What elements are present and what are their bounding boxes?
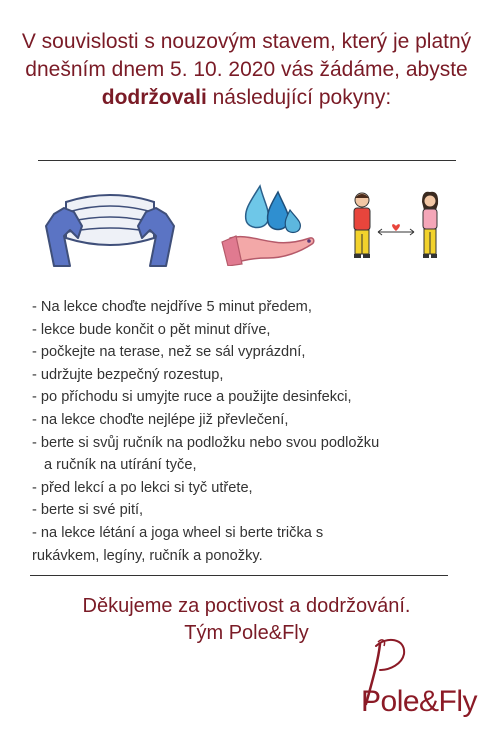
rules-list (32, 296, 472, 567)
divider-top (38, 160, 456, 161)
list-item: - berte si své pití, (32, 502, 144, 519)
list-item: - Na lekce choďte nejdříve 5 minut předem, (32, 299, 312, 315)
list-item: - po příchodu si umyjte ruce a použijte desinfekci, (32, 389, 352, 406)
intro-text-start: V souvislosti s nouzovým stavem, který je platný dnešním dnem 5. 10. 2020 vás žádáme, abyste (21, 30, 472, 81)
list-item: - lekce bude končit o pět minut dříve, (32, 321, 271, 338)
list-item: - počkejte na terase, než se sál vyprázdní, (32, 344, 306, 361)
list-item: - na lekce choďte nejlépe již převlečení, (32, 411, 289, 428)
list-item: rukávkem, legíny, ručník a ponožky. (32, 547, 263, 564)
list-item: - udržujte bezpečný rozestup, (32, 366, 224, 383)
intro-text (20, 28, 473, 112)
social-distance-icon (346, 190, 446, 270)
intro-text-bold: dodržovali (101, 86, 207, 109)
list-item: - na lekce létání a joga wheel si berte trička s (32, 524, 324, 541)
thanks-line: Děkujeme za poctivost a dodržování. (82, 595, 411, 617)
divider-bottom (30, 575, 448, 576)
list-item: - berte si svůj ručník na podložku nebo svou podložku (32, 434, 380, 451)
hand-sanitizer-icon (220, 180, 320, 266)
intro-text-end: následující pokyny: (206, 86, 392, 109)
list-item: - před lekcí a po lekci si tyč utřete, (32, 479, 253, 496)
face-mask-icon (40, 186, 180, 268)
logo-text: Pole&Fly (361, 685, 478, 718)
signature-line: Tým Pole&Fly (184, 622, 309, 644)
list-item: a ručník na utírání tyče, (44, 457, 197, 474)
